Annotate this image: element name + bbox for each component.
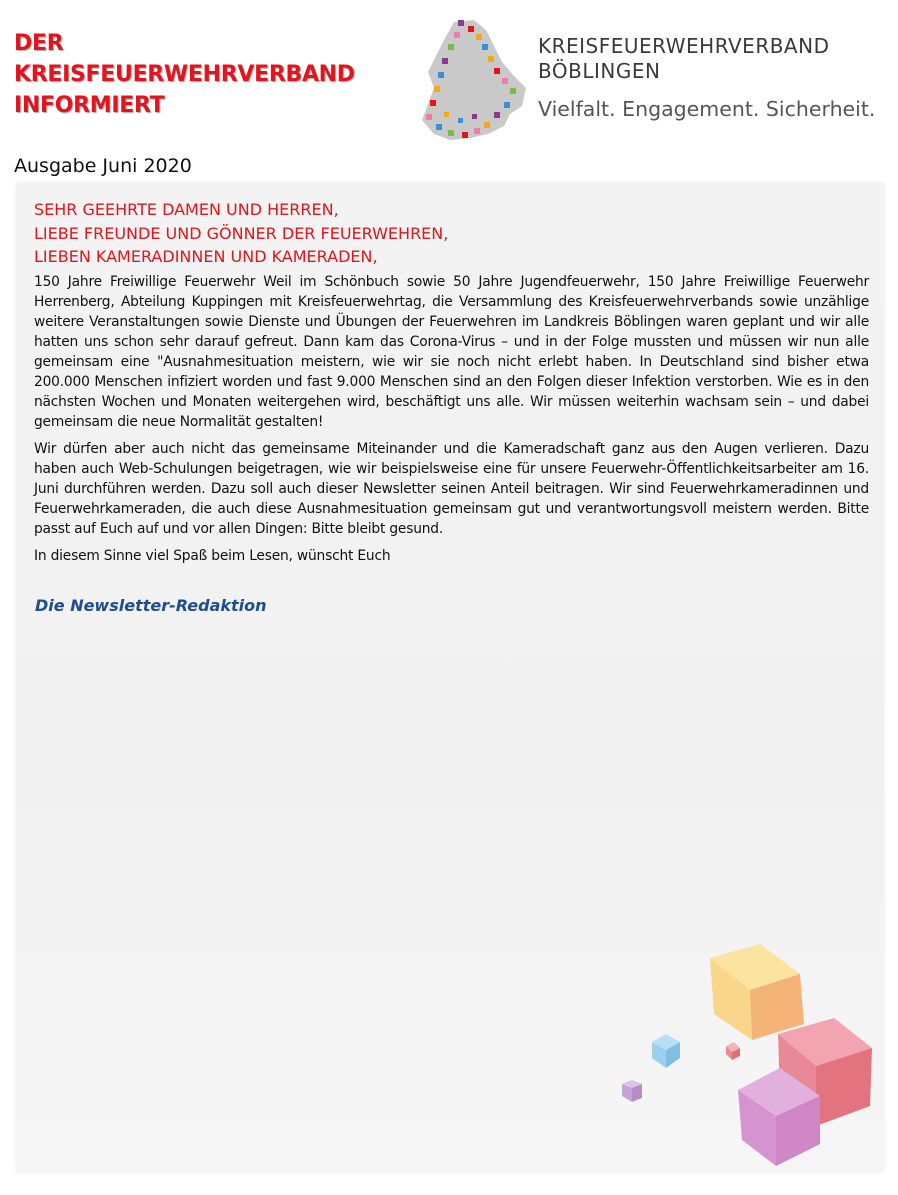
org-name-line-1: KREISFEUERWEHRVERBAND [538,34,830,58]
organization-block [538,34,875,122]
salutation-line-1: SEHR GEEHRTE DAMEN UND HERREN, [34,200,339,219]
district-map-logo-icon [414,16,534,142]
title-line-1: DER [14,31,64,56]
title-line-3: INFORMIERT [14,93,165,118]
newsletter-title [14,28,414,121]
title-line-2: KREISFEUERWEHRVERBAND [14,62,355,87]
letter-body [34,272,869,573]
paragraph-2: Wir dürfen aber auch nicht das gemeinsame Miteinander und die Kameradschaft ganz aus den Augen verlieren. Dazu haben auch Web-Schulungen beigetragen, wie wir beispielsweise eine für unsere Feuerwehr-Öffentlichkeitsarbeiter am 16. Juni durchführen werden. Dazu soll auch dieser Newsletter seinen Anteil beitragen. Wir sind Feuerwehrkameradinnen und Feuerwehrkameraden, die auch diese Ausnahmesituation gemeinsam gut und verantwortungsvoll meistern werden. Bitte passt auf Euch auf und vor allen Dingen: Bitte bleibt gesund. [34,441,869,537]
issue-label: Ausgabe Juni 2020 [14,155,192,177]
salutation [34,198,448,269]
paragraph-3: In diesem Sinne viel Spaß beim Lesen, wünscht Euch [34,548,391,564]
cube-decoration-icon [600,930,884,1172]
salutation-line-3: LIEBEN KAMERADINNEN UND KAMERADEN, [34,247,378,266]
paragraph-1: 150 Jahre Freiwillige Feuerwehr Weil im Schönbuch sowie 50 Jahre Jugendfeuerwehr, 150 Jahre Freiwillige Feuerwehr Herrenberg, Abteilung Kuppingen mit Kreisfeuerwehrtag, die Versammlung des Kreisfeuerwehrverbands sowie unzählige weitere Veranstaltungen sowie Dienste und Übungen der Feuerwehren im Landkreis Böblingen waren geplant und wir alle hatten uns schon sehr darauf gefreut. Dann kam das Corona-Virus – und in der Folge mussten und müssen wir nun alle gemeinsam eine "Ausnahmesituation meistern, wie wir sie noch nicht erlebt haben. In Deutschland sind bisher etwa 200.000 Menschen infiziert worden und fast 9.000 Menschen sind an den Folgen dieser Infektion verstorben. Wie es in den nächsten Wochen und Monaten weitergehen wird, beschäftigt uns alle. Wir müssen weiterhin wachsam sein – und dabei gemeinsam die neue Normalität gestalten! [34,274,869,430]
signature: Die Newsletter-Redaktion [35,596,267,615]
salutation-line-2: LIEBE FREUNDE UND GÖNNER DER FEUERWEHREN, [34,223,449,243]
org-name-line-2: BÖBLINGEN [538,59,661,83]
organization-tagline: Vielfalt. Engagement. Sicherheit. [538,97,876,121]
organization-name [538,34,875,84]
